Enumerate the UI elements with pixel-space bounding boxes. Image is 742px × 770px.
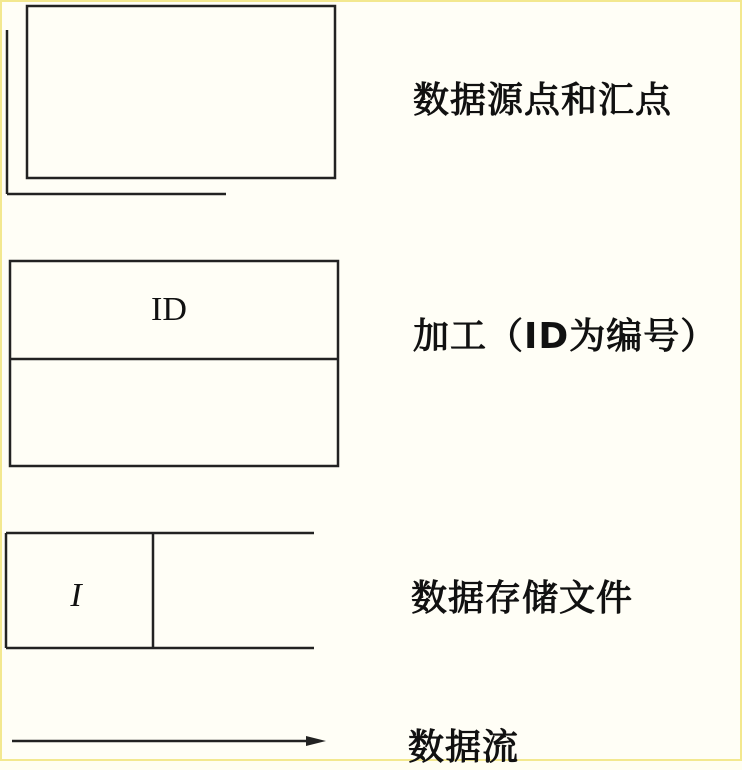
- process-id-text: ID: [151, 291, 187, 328]
- process-symbol: [10, 261, 338, 466]
- data-flow-arrowhead: [306, 736, 326, 746]
- source-sink-label: 数据源点和汇点: [413, 80, 673, 121]
- data-store-id-text: I: [70, 577, 82, 614]
- data-store-symbol: [6, 533, 314, 648]
- data-flow-symbol: [12, 736, 326, 746]
- data-flow-label: 数据流: [408, 727, 520, 768]
- source-sink-symbol: [7, 6, 335, 194]
- source-sink-box: [27, 6, 335, 178]
- data-store-label: 数据存储文件: [411, 578, 634, 619]
- process-label: 加工（ID为编号）: [413, 316, 718, 357]
